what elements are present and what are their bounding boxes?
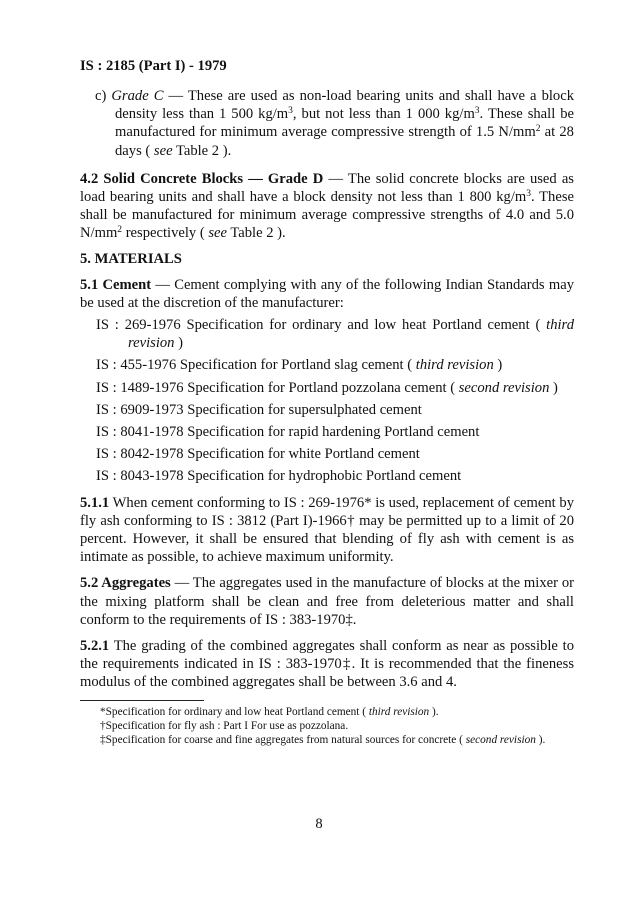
footnote-divider bbox=[80, 700, 204, 701]
page-number: 8 bbox=[315, 816, 323, 832]
revision-note: second revision bbox=[465, 733, 536, 746]
grade-c-item bbox=[80, 87, 574, 160]
revision-note: third revision bbox=[368, 705, 430, 718]
section-5-1-1-heading: 5.1.1 bbox=[80, 494, 110, 511]
page-header: IS : 2185 (Part I) - 1979 bbox=[80, 58, 227, 74]
grade-c-term: Grade C bbox=[111, 88, 164, 104]
standard-text: IS : 1489-1976 Specification for Portland pozzolana cement ( bbox=[96, 379, 459, 396]
standard-item: IS : 8043-1978 Specification for hydrophobic Portland cement bbox=[96, 468, 462, 485]
section-5-2 bbox=[80, 574, 574, 629]
section-4-2-heading: 4.2 Solid Concrete Blocks — Grade D bbox=[80, 170, 324, 187]
footnote-text: ). bbox=[535, 733, 546, 746]
standard-text: ) bbox=[493, 357, 503, 374]
standard-text: IS : 269-1976 Specification for ordinary and low heat Portland cement ( bbox=[96, 317, 547, 334]
standard-item: IS : 6909-1973 Specification for supersulphated cement bbox=[96, 401, 422, 418]
standard-item bbox=[80, 356, 574, 374]
standard-item: IS : 8041-1978 Specification for rapid hardening Portland cement bbox=[96, 424, 480, 441]
section-4-2-text: . These shall be manufactured for minimum average compressive strengths of 4.0 and 5.0 N/mm bbox=[80, 189, 574, 242]
footnote-text: ‡Specification for coarse and fine aggregates from natural sources for concrete ( bbox=[100, 733, 466, 746]
see-ref: see bbox=[208, 225, 227, 242]
grade-c-text: . These shall be manufactured for minimum average compressive strength of 1.5 N/mm bbox=[115, 106, 574, 141]
section-5-2-heading: 5.2 Aggregates bbox=[80, 575, 171, 592]
materials-heading: 5. MATERIALS bbox=[80, 250, 182, 267]
footnote-text: *Specification for ordinary and low heat Portland cement ( bbox=[100, 705, 369, 718]
section-5-1-text: — Cement complying with any of the following Indian Standards may be used at the discretion of the manufacturer: bbox=[80, 276, 574, 311]
document-page bbox=[80, 58, 574, 747]
superscript: 2 bbox=[535, 124, 541, 135]
section-5-2-1 bbox=[80, 637, 574, 692]
grade-c-text: at 28 days ( bbox=[115, 124, 574, 159]
standard-text: ) bbox=[174, 335, 183, 352]
section-4-2-text: respectively ( bbox=[122, 225, 209, 242]
superscript: 3 bbox=[288, 106, 293, 117]
footnote-text: ). bbox=[429, 705, 439, 718]
grade-c-text: Table 2 ). bbox=[172, 142, 232, 159]
section-4-2-text: Table 2 ). bbox=[227, 225, 286, 242]
standard-item bbox=[80, 379, 574, 397]
footnote-2: †Specification for fly ash : Part I For use as pozzolana. bbox=[100, 719, 349, 732]
section-5-2-text: — The aggregates used in the manufacture of blocks at the mixer or the mixing platform shall be clean and free from deleterious matter and shall conform to the requirements of IS : 383-1970‡. bbox=[80, 575, 574, 628]
grade-c-text: — These are used as non-load bearing units and shall have a block density less than 1 500 kg/m bbox=[115, 88, 574, 123]
superscript: 2 bbox=[117, 225, 123, 236]
standard-item bbox=[80, 316, 574, 352]
superscript: 3 bbox=[526, 189, 531, 200]
standard-item: IS : 8042-1978 Specification for white Portland cement bbox=[96, 446, 420, 463]
section-5-1-heading: 5.1 Cement bbox=[80, 276, 152, 293]
standard-text: IS : 455-1976 Specification for Portland slag cement ( bbox=[96, 357, 416, 374]
section-4-2 bbox=[80, 170, 574, 243]
revision-note: third revision bbox=[415, 357, 494, 374]
section-4-2-text: — The solid concrete blocks are used as load bearing units and shall have a block density not less than 1 800 kg/m bbox=[80, 170, 574, 206]
revision-note: second revision bbox=[458, 379, 550, 396]
section-5-1-1 bbox=[80, 494, 574, 567]
grade-c-marker: c) bbox=[95, 88, 107, 104]
section-5-2-1-heading: 5.2.1 bbox=[80, 638, 110, 655]
section-5-1 bbox=[80, 276, 574, 312]
footnote-3 bbox=[80, 733, 574, 747]
footnote-1 bbox=[80, 705, 574, 719]
see-ref: see bbox=[153, 142, 173, 159]
section-5-1-1-text: When cement conforming to IS : 269-1976* is used, replacement of cement by fly ash conforming to IS : 3812 (Part I)-1966† may be permitted up to a limit of 20 percent. However, it shall be ensured that blending of fly ash with cement is as intimate as possible, to achieve maximum uniformity. bbox=[80, 494, 574, 566]
standard-text: ) bbox=[549, 379, 558, 396]
grade-c-text: , but not less than 1 000 kg/m bbox=[292, 106, 475, 123]
section-5-2-1-text: The grading of the combined aggregates shall conform as near as possible to the requirements indicated in IS : 383-1970‡. It is recommended that the fineness modulus of the combined aggregates shall be between 3.6 and 4. bbox=[80, 638, 574, 691]
revision-note: third revision bbox=[128, 317, 574, 352]
superscript: 3 bbox=[474, 106, 480, 117]
